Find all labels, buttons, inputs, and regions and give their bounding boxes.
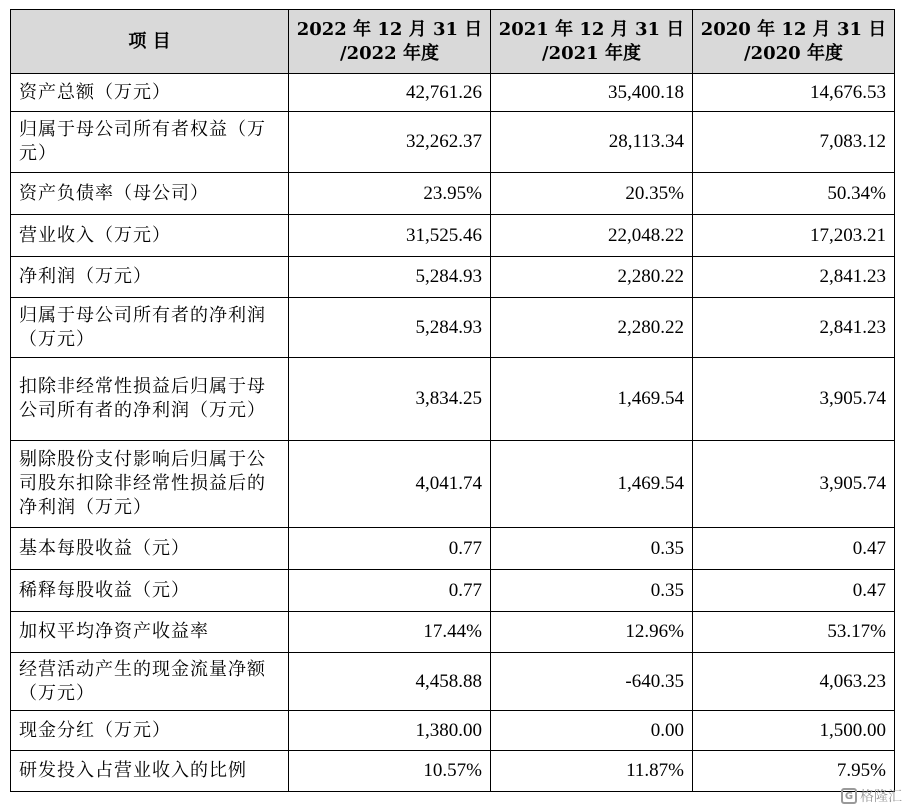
watermark [841,786,902,806]
cell-2020: 0.47 [693,528,895,570]
table-row [11,751,895,792]
cell-2021: 12.96% [491,612,693,653]
row-label: 资产总额（万元） [11,74,289,112]
table-row [11,257,895,298]
cell-2021: 0.35 [491,528,693,570]
cell-2020: 2,841.23 [693,257,895,298]
cell-2022: 5,284.93 [289,298,491,358]
cell-2021: 20.35% [491,173,693,215]
row-label: 营业收入（万元） [11,215,289,257]
cell-2020: 3,905.74 [693,358,895,441]
row-label: 归属于母公司所有者的净利润（万元） [11,298,289,358]
row-label: 现金分红（万元） [11,711,289,751]
table-row [11,215,895,257]
cell-2020: 2,841.23 [693,298,895,358]
table-row [11,441,895,528]
table-row [11,358,895,441]
cell-2021: 2,280.22 [491,298,693,358]
cell-2022: 0.77 [289,570,491,612]
cell-2022: 31,525.46 [289,215,491,257]
table-row [11,298,895,358]
cell-2021: 35,400.18 [491,74,693,112]
table-row [11,653,895,711]
table-row [11,711,895,751]
cell-2020: 53.17% [693,612,895,653]
table-row [11,570,895,612]
cell-2020: 14,676.53 [693,74,895,112]
cell-2020: 0.47 [693,570,895,612]
cell-2020: 7.95% [693,751,895,792]
header-item: 项 目 [11,10,289,74]
financial-summary-table [10,9,895,792]
row-label: 剔除股份支付影响后归属于公司股东扣除非经常性损益后的净利润（万元） [11,441,289,528]
cell-2022: 1,380.00 [289,711,491,751]
table-header-row [11,10,895,74]
cell-2022: 23.95% [289,173,491,215]
cell-2022: 3,834.25 [289,358,491,441]
cell-2022: 4,041.74 [289,441,491,528]
cell-2022: 5,284.93 [289,257,491,298]
cell-2021: 1,469.54 [491,441,693,528]
cell-2021: 28,113.34 [491,112,693,173]
cell-2021: -640.35 [491,653,693,711]
table-row [11,74,895,112]
row-label: 基本每股收益（元） [11,528,289,570]
cell-2021: 0.00 [491,711,693,751]
table-row [11,173,895,215]
table-row [11,112,895,173]
cell-2021: 22,048.22 [491,215,693,257]
cell-2020: 1,500.00 [693,711,895,751]
cell-2022: 10.57% [289,751,491,792]
cell-2020: 17,203.21 [693,215,895,257]
row-label: 加权平均净资产收益率 [11,612,289,653]
cell-2022: 42,761.26 [289,74,491,112]
row-label: 研发投入占营业收入的比例 [11,751,289,792]
cell-2020: 7,083.12 [693,112,895,173]
cell-2021: 0.35 [491,570,693,612]
cell-2021: 1,469.54 [491,358,693,441]
cell-2021: 11.87% [491,751,693,792]
row-label: 扣除非经常性损益后归属于母公司所有者的净利润（万元） [11,358,289,441]
row-label: 归属于母公司所有者权益（万元） [11,112,289,173]
header-2022: 2022 年 12 月 31 日 /2022 年度 [289,10,491,74]
header-2021: 2021 年 12 月 31 日 /2021 年度 [491,10,693,74]
header-2020: 2020 年 12 月 31 日 /2020 年度 [693,10,895,74]
cell-2021: 2,280.22 [491,257,693,298]
watermark-logo-icon: G [841,788,857,804]
row-label: 净利润（万元） [11,257,289,298]
table-row [11,612,895,653]
cell-2020: 50.34% [693,173,895,215]
cell-2022: 0.77 [289,528,491,570]
cell-2022: 4,458.88 [289,653,491,711]
row-label: 经营活动产生的现金流量净额（万元） [11,653,289,711]
cell-2020: 4,063.23 [693,653,895,711]
watermark-text: 格隆汇 [860,789,902,805]
cell-2020: 3,905.74 [693,441,895,528]
cell-2022: 32,262.37 [289,112,491,173]
row-label: 资产负债率（母公司） [11,173,289,215]
row-label: 稀释每股收益（元） [11,570,289,612]
cell-2022: 17.44% [289,612,491,653]
table-row [11,528,895,570]
